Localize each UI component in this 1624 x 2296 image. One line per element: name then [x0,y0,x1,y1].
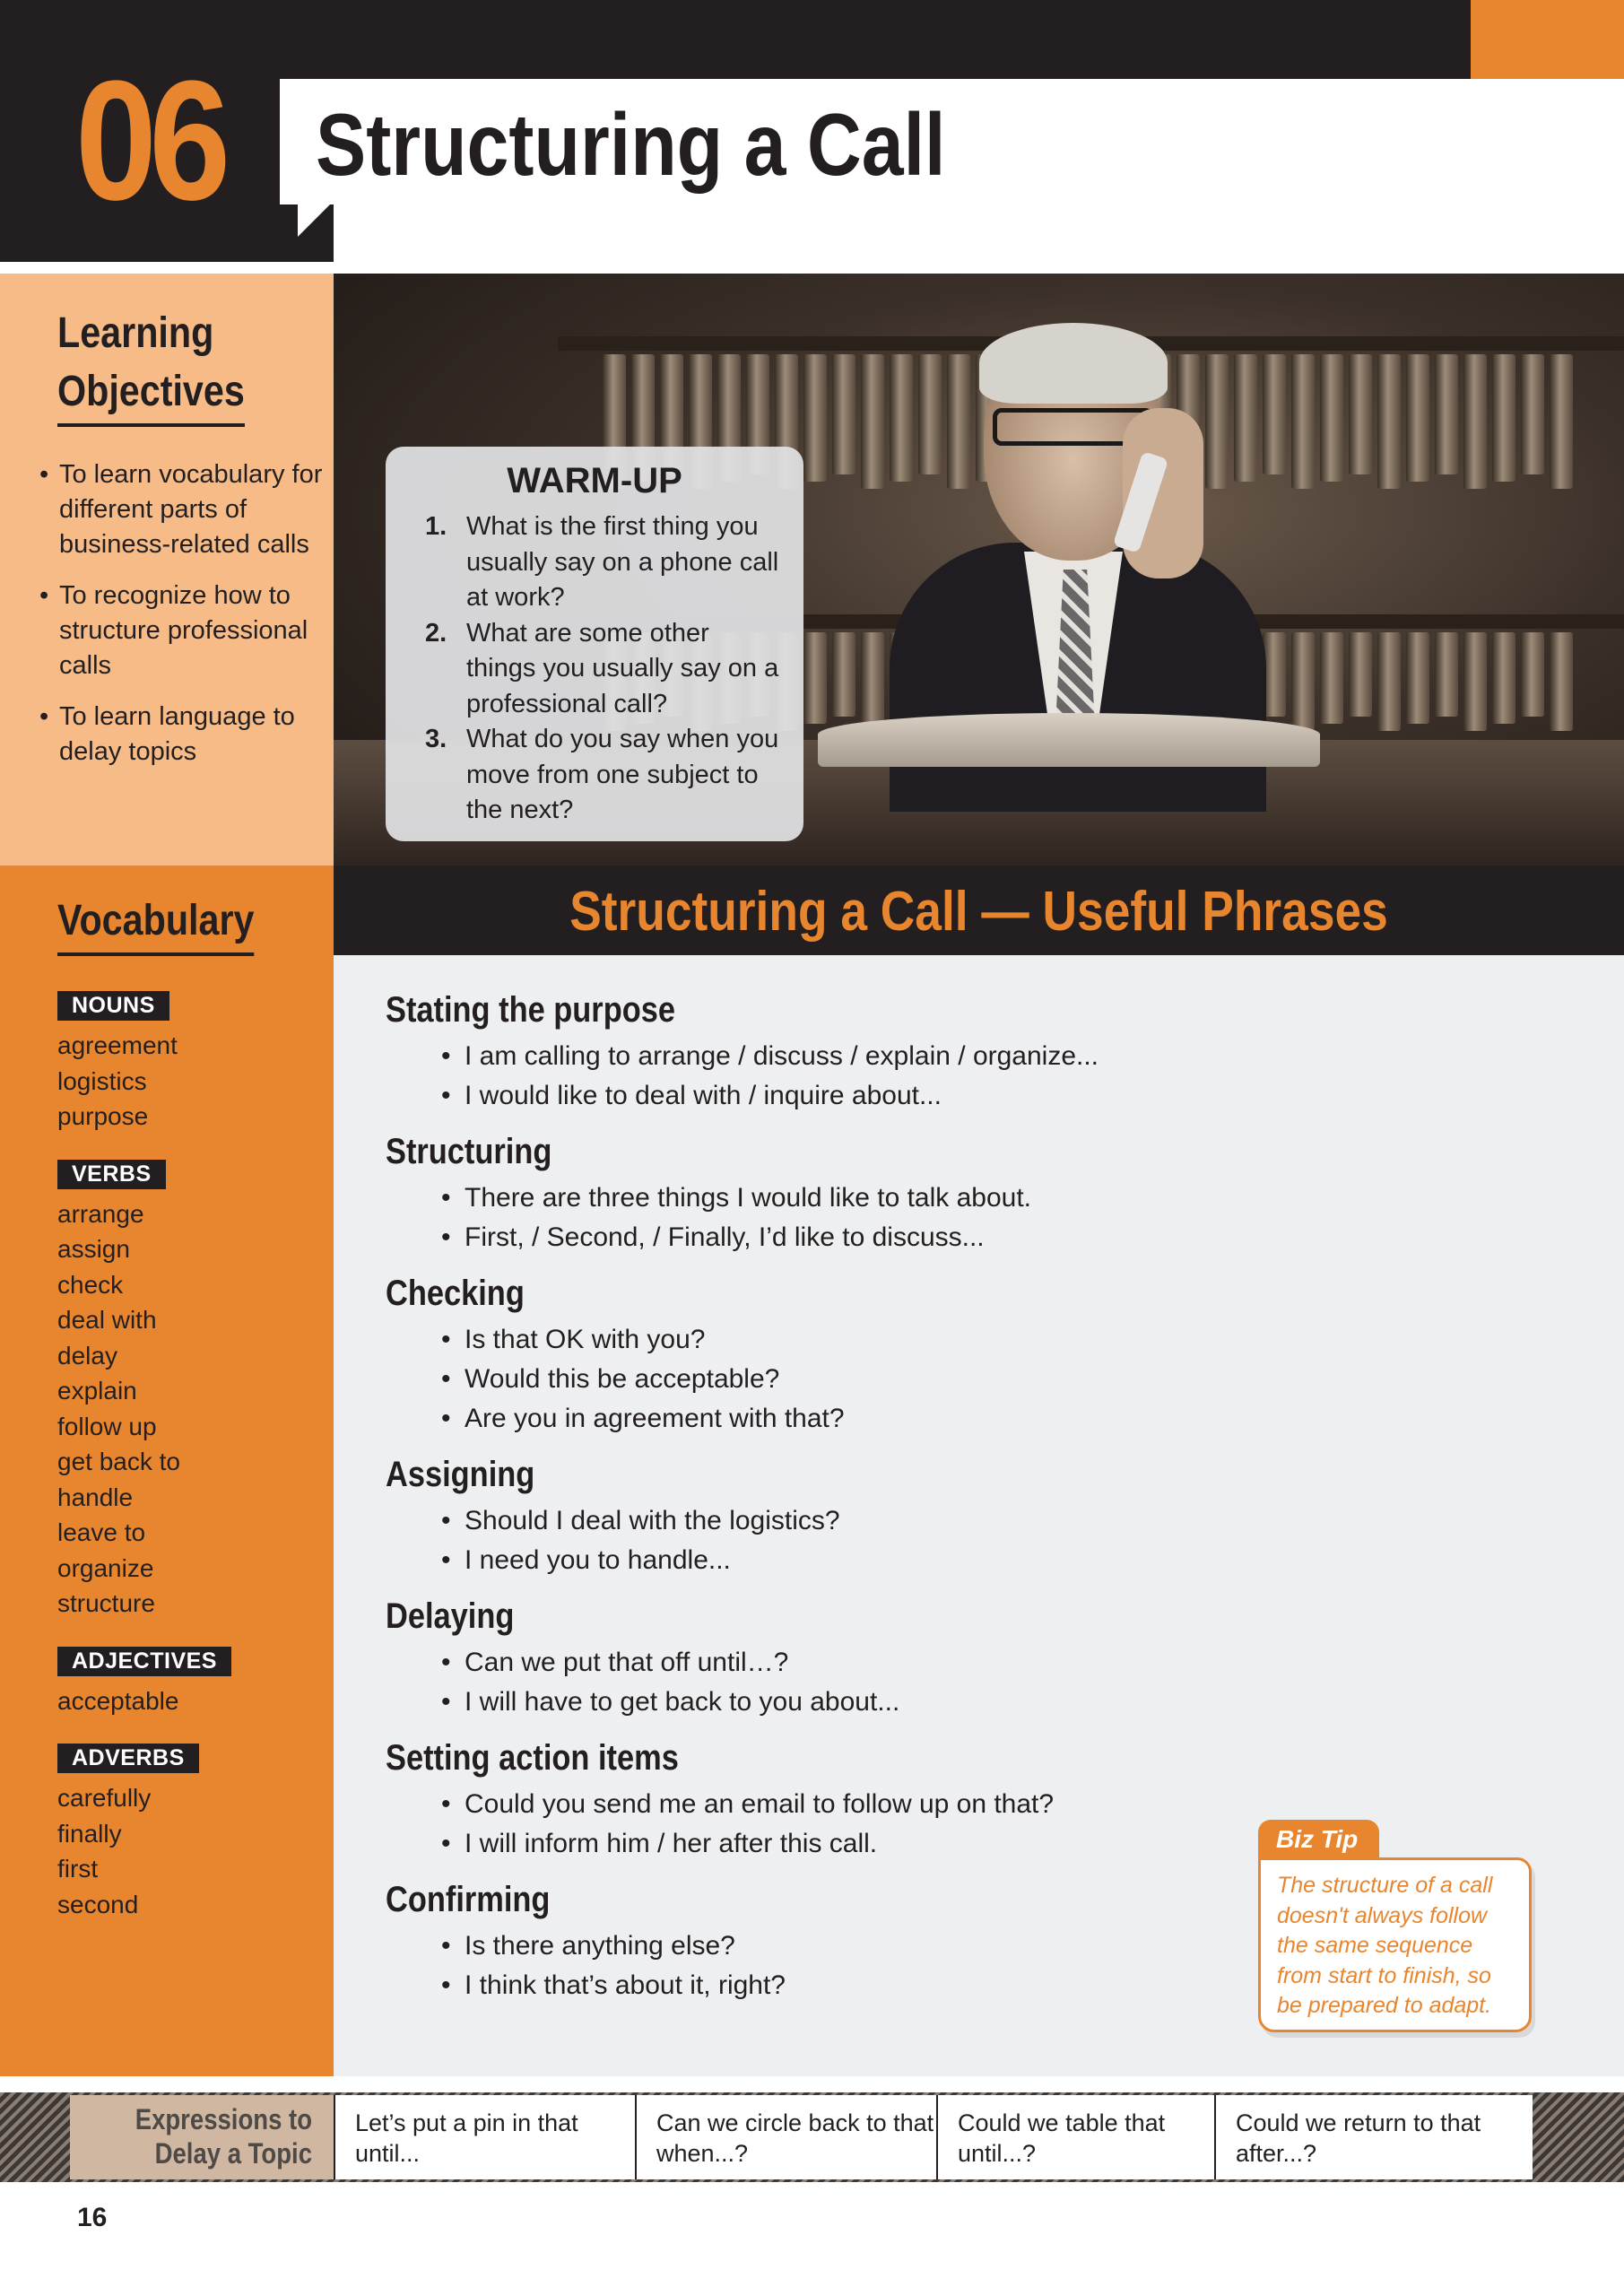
strip-label-line: Delay a Topic [154,2137,312,2170]
vocab-word: deal with [57,1306,157,1334]
vocab-word: organize [57,1553,154,1582]
phrase-list [386,1501,1282,1580]
page-title: Structuring a Call [316,95,946,194]
book-spine [918,354,942,474]
question-text: What is the first thing you usually say on a phone call at work? [466,512,779,612]
delay-expression-cell: Can we circle back to that when...? [635,2095,936,2179]
vocab-word: explain [57,1377,137,1405]
phrase-section [386,1268,1282,1439]
book-spine [1349,632,1372,717]
vocab-word: arrange [57,1199,144,1228]
phrase-item: • Should I deal with the logistics? [441,1501,1282,1541]
vocab-word: agreement [57,1031,178,1059]
book-spine [1320,632,1343,724]
book-spine [1435,632,1458,717]
book-spine [1435,354,1458,474]
phrase-item: • First, / Second, / Finally, I’d like to discuss... [441,1218,1282,1257]
book-spine [1205,354,1229,489]
book-spine [1291,632,1315,731]
book-spine [832,632,855,717]
vocab-word: handle [57,1483,134,1511]
book-spine [1463,354,1487,489]
header-accent-block [1471,0,1624,79]
vocab-word: logistics [57,1066,147,1095]
book-spine [1406,632,1429,724]
book-spine [1377,354,1401,489]
book-spine [803,632,827,724]
phrase-heading: Checking [386,1274,525,1313]
objective-item: • To learn vocabulary for different parts of business-related calls [36,457,323,562]
learning-objectives-list [36,457,323,786]
heading-line: Learning [57,309,214,357]
phrase-section [386,1126,1282,1257]
book-spine [1492,632,1515,724]
objective-item: • To learn language to delay topics [36,700,323,770]
warmup-question [425,722,784,829]
vocab-word: leave to [57,1518,146,1546]
warmup-question [425,616,784,723]
phrase-heading: Delaying [386,1596,515,1636]
warmup-question [425,509,784,616]
phrase-item: • Would this be acceptable? [441,1360,1282,1399]
biz-tip-box [1258,1857,1532,2032]
phrases-content [386,985,1282,2016]
phrase-section [386,1591,1282,1722]
book-spine [947,354,970,489]
phrase-list [386,1785,1282,1864]
book-spine [1492,354,1515,482]
phrase-item: • I think that’s about it, right? [441,1966,1282,2005]
phrase-list [386,1643,1282,1722]
book-spine [1521,632,1544,717]
vocabulary-heading: Vocabulary [57,892,254,956]
open-book-illustration [818,713,1320,767]
warmup-questions [425,509,784,829]
book-spine [1550,354,1573,489]
book-spine [1320,354,1343,482]
vocab-word: first [57,1855,99,1883]
pos-tag-adjectives: ADJECTIVES [57,1647,231,1676]
phrase-item: • I would like to deal with / inquire about... [441,1076,1282,1116]
vocab-word: carefully [57,1784,152,1812]
vocab-word: check [57,1270,124,1299]
phrase-section [386,985,1282,1116]
pos-tag-adverbs: ADVERBS [57,1744,199,1773]
question-number: 1. [425,512,447,541]
phrase-item: • Are you in agreement with that? [441,1399,1282,1439]
phrase-item: • I will inform him / her after this call. [441,1824,1282,1864]
delay-expression-cell: Could we table that until...? [936,2095,1214,2179]
vocab-word-list [57,1028,317,1135]
book-spine [1521,354,1544,474]
vocab-word: structure [57,1589,155,1617]
biz-tip-text: The structure of a call doesn't always follow the same sequence from start to finish, so be prepared to adapt. [1277,1873,1493,2018]
biz-tip-label: Biz Tip [1258,1820,1379,1859]
vocab-group-adjectives [57,1647,317,1719]
phrase-list [386,1320,1282,1439]
phrase-section [386,1449,1282,1580]
book-spine [1377,632,1401,731]
phrase-item: • I am calling to arrange / discuss / explain / organize... [441,1037,1282,1076]
phrase-item: • I will have to get back to you about... [441,1683,1282,1722]
phrase-list [386,1178,1282,1257]
phrase-list [386,1926,1282,2005]
pos-tag-verbs: VERBS [57,1160,166,1189]
vocab-word: purpose [57,1102,149,1130]
phrase-heading: Assigning [386,1455,535,1494]
book-spine [832,354,855,474]
book-spine [803,354,827,482]
title-bubble-tail [298,203,332,237]
warmup-box [386,447,803,841]
delay-expression-cell: Let’s put a pin in that until... [334,2095,635,2179]
vocab-word: get back to [57,1448,180,1475]
learning-objectives-heading [57,305,245,427]
vocab-group-nouns [57,991,317,1135]
heading-line: Objectives [57,367,245,415]
vocab-word: acceptable [57,1686,179,1715]
vocab-word: delay [57,1341,117,1370]
pos-tag-nouns: NOUNS [57,991,169,1021]
warmup-title: WARM-UP [507,461,682,500]
phrase-section [386,1874,1282,2005]
book-spine [890,354,913,482]
vocab-word-list [57,1780,317,1922]
phrase-heading: Setting action items [386,1738,679,1778]
book-spine [1234,354,1257,482]
phrase-heading: Stating the purpose [386,990,675,1030]
book-spine [1463,632,1487,731]
vocab-word-list [57,1683,317,1719]
page-number: 16 [77,2203,108,2232]
book-spine [861,632,884,731]
book-spine [1349,354,1372,474]
phrase-item: • Could you send me an email to follow up on that? [441,1785,1282,1824]
phrase-item: • Is there anything else? [441,1926,1282,1966]
phrase-heading: Structuring [386,1132,552,1171]
question-number: 3. [425,725,447,753]
question-text: What are some other things you usually say on a professional call? [466,618,779,718]
delay-strip-label [104,2102,312,2170]
vocab-word-list [57,1196,317,1622]
phrase-heading: Confirming [386,1880,551,1919]
strip-label-line: Expressions to [135,2103,312,2135]
vocabulary-groups [57,991,317,1947]
vocab-group-adverbs [57,1744,317,1922]
book-spine [861,354,884,489]
question-number: 2. [425,618,447,648]
vocab-word: second [57,1890,139,1918]
phrases-title-bar [334,865,1624,955]
vocab-word: finally [57,1819,122,1848]
book-spine [1263,354,1286,474]
delay-expression-cell: Could we return to that after...? [1214,2095,1533,2179]
vocab-group-verbs [57,1160,317,1622]
man-hair [979,323,1168,404]
phrases-title: Structuring a Call — Useful Phrases [569,881,1388,943]
book-spine [1550,632,1573,731]
phrase-section [386,1733,1282,1864]
chapter-number: 06 [75,46,223,236]
phrase-item: • I need you to handle... [441,1541,1282,1580]
book-spine [1406,354,1429,482]
vocab-word: follow up [57,1412,157,1440]
objective-item: • To recognize how to structure professional calls [36,578,323,683]
phrase-item: • Is that OK with you? [441,1320,1282,1360]
phrase-item: • There are three things I would like to talk about. [441,1178,1282,1218]
phrase-list [386,1037,1282,1116]
vocab-word: assign [57,1235,130,1263]
question-text: What do you say when you move from one subject to the next? [466,725,779,824]
book-spine [1291,354,1315,489]
phrase-item: • Can we put that off until…? [441,1643,1282,1683]
